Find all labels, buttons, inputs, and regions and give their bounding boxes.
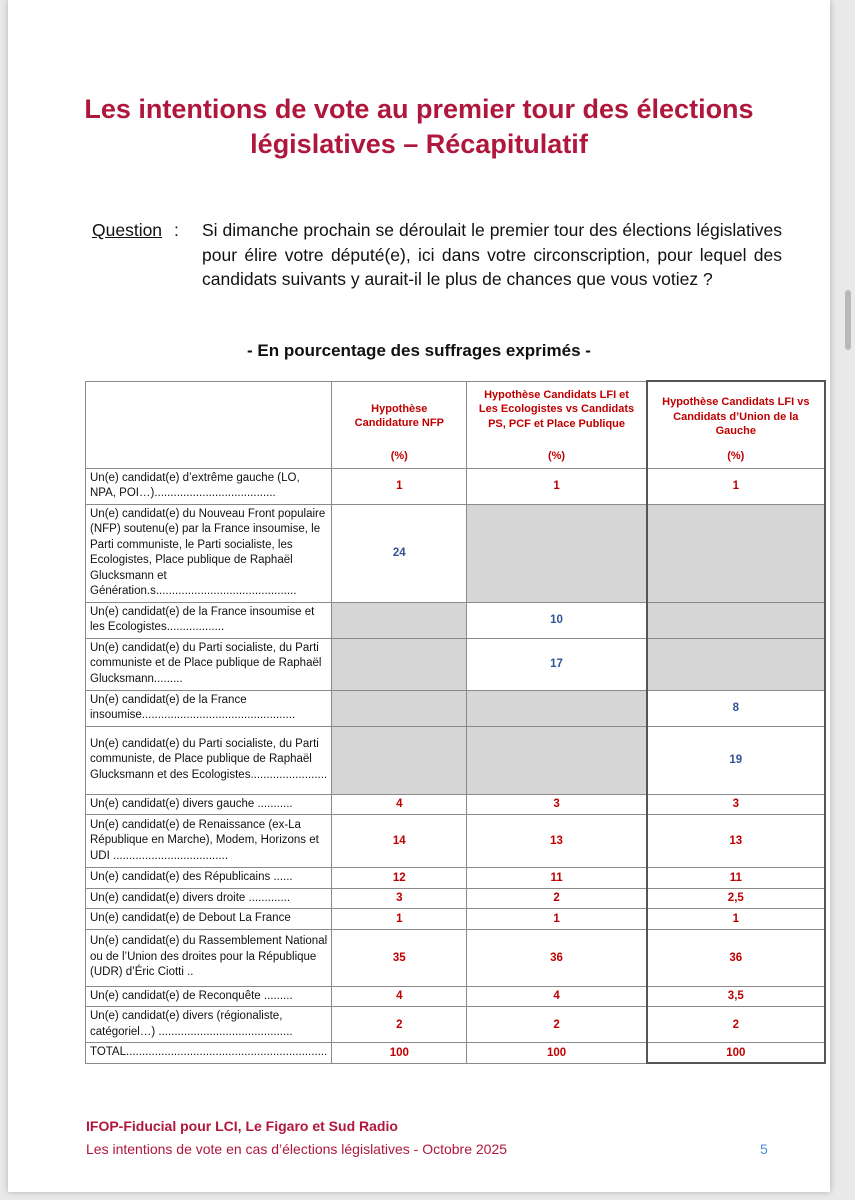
- empty-grey-cell: [332, 726, 467, 794]
- value-cell-col-3: 11: [647, 868, 825, 889]
- table-row: [86, 794, 825, 815]
- value-cell-col-1: 100: [332, 1043, 467, 1064]
- document-page: [8, 0, 830, 1192]
- header-empty-cell: [86, 381, 332, 468]
- table-row: [86, 468, 825, 504]
- value-cell-col-2: 13: [467, 815, 647, 868]
- table-row: [86, 868, 825, 889]
- scrollbar-thumb[interactable]: [845, 290, 851, 350]
- value-cell-col-3: 1: [647, 468, 825, 504]
- value-cell-col-3: 13: [647, 815, 825, 868]
- table-row: [86, 504, 825, 602]
- value-cell-col-1: 3: [332, 888, 467, 909]
- table-row: [86, 690, 825, 726]
- empty-grey-cell: [467, 504, 647, 602]
- value-cell-col-1: 2: [332, 1007, 467, 1043]
- header-col-3-title: Hypothèse Candidats LFI vs Candidats d’Union de la Gauche: [662, 396, 810, 437]
- header-col-3: [647, 381, 825, 468]
- empty-grey-cell: [647, 638, 825, 690]
- value-cell-col-1: 4: [332, 794, 467, 815]
- value-cell-col-2: 36: [467, 929, 647, 986]
- footer-study-title: Les intentions de vote en cas d’élections législatives - Octobre 2025: [86, 1141, 508, 1157]
- header-col-2-title: Hypothèse Candidats LFI et Les Ecologistes vs Candidats PS, PCF et Place Publique: [478, 388, 635, 430]
- row-label: Un(e) candidat(e) divers gauche ...........: [86, 794, 332, 815]
- table-subtitle: - En pourcentage des suffrages exprimés -: [247, 341, 591, 360]
- header-col-2-unit: (%): [547, 450, 566, 462]
- value-cell-col-3: 3: [647, 794, 825, 815]
- question-text: Si dimanche prochain se déroulait le premier tour des élections législatives pour élire votre député(e), ici dans votre circonscription, pour lequel des candidats suivants y aurait-il le plus de chances que vous votiez ?: [202, 220, 782, 289]
- value-cell-col-3: 19: [647, 726, 825, 794]
- row-label: TOTAL...............................................................: [86, 1043, 332, 1064]
- header-col-2: [467, 381, 647, 468]
- value-cell-col-3: 36: [647, 929, 825, 986]
- value-cell-col-2: 100: [467, 1043, 647, 1064]
- value-cell-col-1: 24: [332, 504, 467, 602]
- page-number: 5: [760, 1141, 768, 1157]
- results-table: [85, 380, 826, 1064]
- empty-grey-cell: [332, 602, 467, 638]
- value-cell-col-1: 4: [332, 986, 467, 1007]
- value-cell-col-1: 1: [332, 468, 467, 504]
- value-cell-col-1: 35: [332, 929, 467, 986]
- value-cell-col-3: 2: [647, 1007, 825, 1043]
- empty-grey-cell: [467, 726, 647, 794]
- value-cell-col-3: 100: [647, 1043, 825, 1064]
- row-label: Un(e) candidat(e) de la France insoumise et les Ecologistes..................: [86, 602, 332, 638]
- value-cell-col-2: 4: [467, 986, 647, 1007]
- question-label: Question: [92, 220, 163, 240]
- page-title: [8, 92, 830, 162]
- row-label: Un(e) candidat(e) de la France insoumise................................................: [86, 690, 332, 726]
- empty-grey-cell: [467, 690, 647, 726]
- table-row: [86, 726, 825, 794]
- row-label: Un(e) candidat(e) du Nouveau Front populaire (NFP) soutenu(e) par la France insoumise, le Parti communiste, le Parti socialiste, les Ecologistes, Place publique de Raphaël Glucksmann et Génération.s............................................: [86, 504, 332, 602]
- value-cell-col-1: 14: [332, 815, 467, 868]
- table-row: [86, 638, 825, 690]
- title-line-2: législatives – Récapitulatif: [250, 129, 588, 159]
- row-label: Un(e) candidat(e) du Parti socialiste, du Parti communiste, de Place publique de Raphaël Glucksmann et des Ecologistes........................: [86, 726, 332, 794]
- value-cell-col-2: 17: [467, 638, 647, 690]
- value-cell-col-2: 2: [467, 1007, 647, 1043]
- footer-source: IFOP-Fiducial pour LCI, Le Figaro et Sud Radio: [86, 1118, 398, 1134]
- row-label: Un(e) candidat(e) de Renaissance (ex-La République en Marche), Modem, Horizons et UDI ....................................: [86, 815, 332, 868]
- row-label: Un(e) candidat(e) des Républicains ......: [86, 868, 332, 889]
- row-label: Un(e) candidat(e) du Parti socialiste, du Parti communiste et de Place publique de Raphaël Glucksmann.........: [86, 638, 332, 690]
- table-row: [86, 929, 825, 986]
- empty-grey-cell: [647, 504, 825, 602]
- table-row: [86, 1043, 825, 1064]
- value-cell-col-2: 1: [467, 909, 647, 930]
- value-cell-col-3: 1: [647, 909, 825, 930]
- row-label: Un(e) candidat(e) divers (régionaliste, catégoriel…) ..........................................: [86, 1007, 332, 1043]
- table-row: [86, 909, 825, 930]
- title-line-1: Les intentions de vote au premier tour des élections: [84, 94, 754, 124]
- value-cell-col-2: 2: [467, 888, 647, 909]
- value-cell-col-3: 3,5: [647, 986, 825, 1007]
- value-cell-col-2: 11: [467, 868, 647, 889]
- value-cell-col-2: 10: [467, 602, 647, 638]
- empty-grey-cell: [647, 602, 825, 638]
- header-col-1-unit: (%): [390, 450, 408, 462]
- row-label: Un(e) candidat(e) d’extrême gauche (LO, NPA, POI…)......................................: [86, 468, 332, 504]
- header-col-3-unit: (%): [727, 450, 745, 462]
- header-col-1-title: Hypothèse Candidature NFP: [354, 402, 444, 429]
- table-row: [86, 602, 825, 638]
- table-row: [86, 986, 825, 1007]
- question-colon: :: [174, 220, 179, 240]
- value-cell-col-3: 8: [647, 690, 825, 726]
- value-cell-col-1: 12: [332, 868, 467, 889]
- table-header-row: [86, 381, 825, 468]
- row-label: Un(e) candidat(e) de Debout La France: [86, 909, 332, 930]
- empty-grey-cell: [332, 690, 467, 726]
- value-cell-col-3: 2,5: [647, 888, 825, 909]
- empty-grey-cell: [332, 638, 467, 690]
- header-col-1: [332, 381, 467, 468]
- table-row: [86, 815, 825, 868]
- row-label: Un(e) candidat(e) divers droite .............: [86, 888, 332, 909]
- value-cell-col-2: 1: [467, 468, 647, 504]
- value-cell-col-1: 1: [332, 909, 467, 930]
- value-cell-col-2: 3: [467, 794, 647, 815]
- row-label: Un(e) candidat(e) du Rassemblement National ou de l’Union des droites pour la République (UDR) d’Éric Ciotti ..: [86, 929, 332, 986]
- table-row: [86, 1007, 825, 1043]
- table-row: [86, 888, 825, 909]
- row-label: Un(e) candidat(e) de Reconquête .........: [86, 986, 332, 1007]
